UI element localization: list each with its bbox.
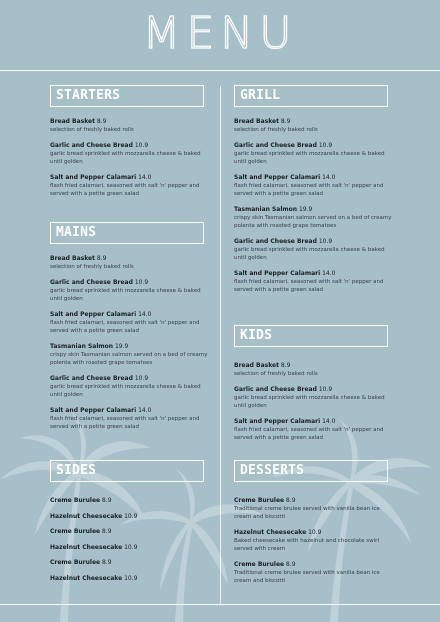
menu-item [50,406,210,431]
item-price: 19.9 [298,206,313,213]
menu-item [50,117,210,134]
item-description: selection of freshly baked rolls [50,127,134,133]
starters-section [50,85,210,205]
grill-section [234,85,394,301]
menu-item [234,117,394,134]
item-price: 10.9 [318,142,333,149]
menu-item [234,237,394,262]
item-price: 8.9 [286,561,296,568]
item-description: crispy skin Tasmanian salmon served on a bed of creamy polenta with roasted grape tomatoes [50,352,208,366]
grill-heading: GRILL [234,85,388,107]
menu-item [234,385,394,410]
kids-section [234,325,394,449]
menu-item [50,141,210,166]
item-name: Garlic and Cheese Bread [50,142,133,149]
item-name: Hazelnut Cheesecake [50,574,123,582]
starters-heading: STARTERS [50,85,204,107]
item-name: Tasmanian Salmon [234,206,298,213]
item-name: Garlic and Cheese Bread [234,238,317,245]
menu-item [50,173,210,198]
menu-item [234,496,394,521]
menu-item [50,496,210,505]
item-price: 10.9 [318,386,333,393]
item-name: Creme Burulee [50,528,101,535]
item-name: Creme Burulee [50,497,101,504]
item-price: 14.0 [138,174,152,181]
menu-item [50,310,210,335]
item-description: garlic bread sprinkled with mozzarella cheese & baked until golden [234,395,385,409]
item-name: Bread Basket [50,255,95,262]
item-description: flash fried calamari, seasoned with salt 'n' pepper and served with a petite green salad [234,183,384,197]
item-price: 8.9 [96,255,107,262]
item-name: Garlic and Cheese Bread [234,386,317,393]
item-description: flash fried calamari, seasoned with salt 'n' pepper and served with a petite green salad [234,279,384,293]
item-description: flash fried calamari, seasoned with salt 'n' pepper and served with a petite green salad [234,427,384,441]
item-price: 14.0 [138,311,152,318]
item-description: garlic bread sprinkled with mozzarella cheese & baked until golden [50,151,201,165]
item-price: 14.0 [322,174,336,181]
item-name: Hazelnut Cheesecake [234,529,307,536]
menu-item [50,574,210,583]
item-price: 10.9 [134,279,149,286]
item-description: selection of freshly baked rolls [234,371,318,377]
item-description: garlic bread sprinkled with mozzarella cheese & baked until golden [234,151,385,165]
menu-item [50,527,210,536]
item-name: Hazelnut Cheesecake [50,512,123,520]
menu-item [50,254,210,271]
menu-title: MENU [142,8,298,59]
item-name: Garlic and Cheese Bread [234,142,317,149]
item-name: Salt and Pepper Calamari [234,270,321,277]
mains-section [50,222,210,438]
item-name: Bread Basket [234,362,279,369]
item-description: selection of freshly baked rolls [50,264,134,270]
item-name: Tasmanian Salmon [50,343,114,350]
item-price: 10.9 [308,529,322,536]
item-price: 19.9 [114,343,129,350]
item-price: 14.0 [322,418,336,425]
item-price: 8.9 [280,362,291,369]
item-name: Garlic and Cheese Bread [50,279,133,286]
desserts-heading: DESSERTS [234,460,388,482]
item-price: 10.9 [124,512,138,520]
item-description: Traditional creme brulee served with vanilla bean ice cream and biscotti [234,570,380,584]
item-price: 10.9 [318,238,333,245]
item-price: 8.9 [280,118,291,125]
sides-heading: SIDES [50,460,204,482]
menu-item [234,417,394,442]
desserts-section [234,460,394,592]
item-price: 8.9 [96,118,107,125]
menu-item [234,361,394,378]
menu-item [50,558,210,567]
item-description: flash fried calamari, seasoned with salt 'n' pepper and served with a petite green salad [50,183,200,197]
item-name: Creme Burulee [234,497,285,504]
menu-item [234,269,394,294]
item-price: 10.9 [124,543,138,551]
item-name: Salt and Pepper Calamari [234,418,321,425]
item-description: selection of freshly baked rolls [234,127,318,133]
mains-heading: MAINS [50,222,204,244]
kids-heading: KIDS [234,325,388,347]
menu-item [234,528,394,553]
menu-item [234,173,394,198]
item-description: flash fried calamari, seasoned with salt 'n' pepper and served with a petite green salad [50,320,200,334]
item-price: 8.9 [102,559,112,566]
item-price: 10.9 [134,375,149,382]
menu-item [50,543,210,552]
menu-item [50,512,210,521]
item-price: 14.0 [322,270,336,277]
item-price: 10.9 [124,574,138,582]
bottom-divider [0,604,440,605]
menu-item [234,141,394,166]
item-description: garlic bread sprinkled with mozzarella cheese & baked until golden [50,288,201,302]
item-price: 8.9 [286,497,296,504]
item-name: Salt and Pepper Calamari [50,407,137,414]
item-price: 10.9 [134,142,149,149]
menu-item [50,374,210,399]
top-divider [0,70,440,71]
item-name: Salt and Pepper Calamari [50,311,137,318]
item-description: crispy skin Tasmanian salmon served on a bed of creamy polenta with roasted grape tomatoes [234,215,392,229]
column-divider [220,86,221,606]
item-name: Bread Basket [234,118,279,125]
item-name: Creme Burulee [234,561,285,568]
item-price: 14.0 [138,407,152,414]
menu-item [50,278,210,303]
item-name: Creme Burulee [50,559,101,566]
item-name: Salt and Pepper Calamari [234,174,321,181]
item-name: Bread Basket [50,118,95,125]
sides-section [50,460,210,589]
item-price: 8.9 [102,528,112,535]
item-name: Garlic and Cheese Bread [50,375,133,382]
item-price: 8.9 [102,497,112,504]
item-description: flash fried calamari, seasoned with salt 'n' pepper and served with a petite green salad [50,416,200,430]
menu-item [234,560,394,585]
item-name: Salt and Pepper Calamari [50,174,137,181]
menu-item [234,205,394,230]
item-name: Hazelnut Cheesecake [50,543,123,551]
menu-item [50,342,210,367]
item-description: garlic bread sprinkled with mozzarella cheese & baked until golden [50,384,201,398]
item-description: garlic bread sprinkled with mozzarella cheese & baked until golden [234,247,385,261]
item-description: Baked cheesecake with hazelnut and chocolate swirl served with cream [234,538,379,552]
item-description: Traditional creme brulee served with vanilla bean ice cream and biscotti [234,506,380,520]
